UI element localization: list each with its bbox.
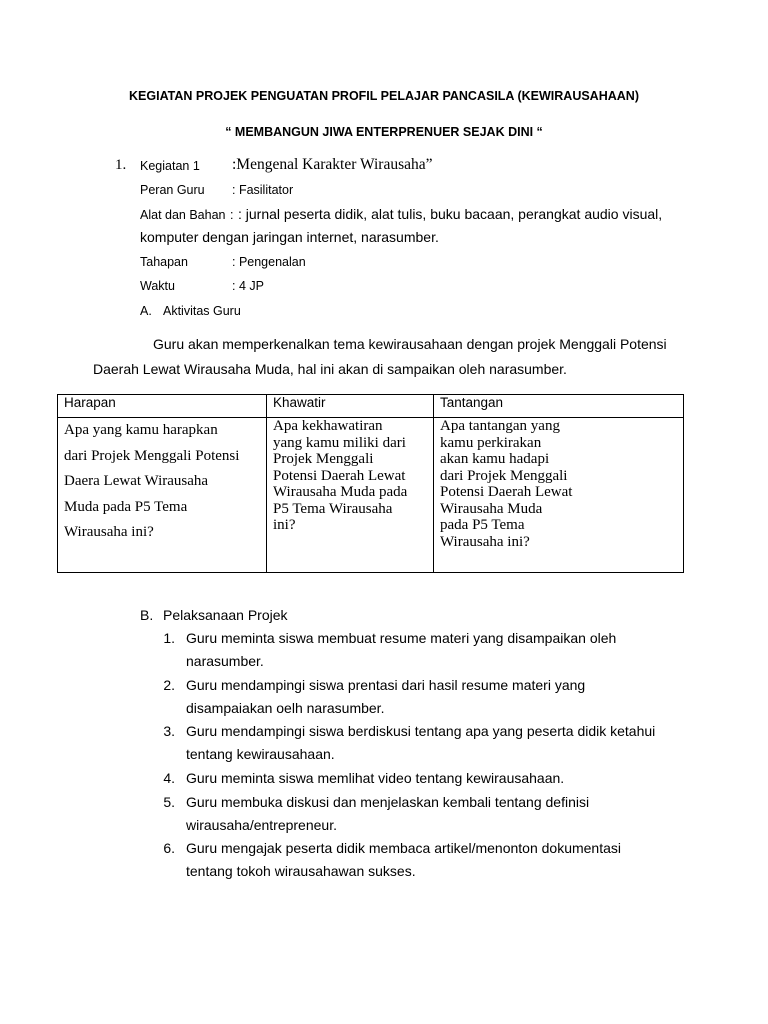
peran-value: : Fasilitator [232,183,294,197]
section-a-paragraph-line2: Daerah Lewat Wirausaha Muda, hal ini akan di sampaikan oleh narasumber. [93,361,567,377]
list-item-text-continued: wirausaha/entrepreneur. [186,817,337,833]
table-header-row [58,395,684,418]
alat-value-line2: komputer dengan jaringan internet, narasumber. [140,229,439,245]
section-a-paragraph-line1: Guru akan memperkenalkan tema kewirausahaan dengan projek Menggali Potensi [153,336,667,352]
list-item-text-continued: tentang kewirausahaan. [186,746,335,762]
list-item-number: 4. [163,770,175,786]
document-subtitle: “ MEMBANGUN JIWA ENTERPRENUER SEJAK DINI “ [225,125,543,139]
peran-label: Peran Guru [140,183,205,197]
section-a-heading: Aktivitas Guru [163,304,241,318]
waktu-label: Waktu [140,279,175,293]
tahapan-label: Tahapan [140,255,188,269]
table-cell-tantangan: Apa tantangan yang kamu perkirakan akan kamu hadapi dari Projek Menggali Potensi Daerah Lewat Wirausaha Muda pada P5 Tema Wirausaha ini? [434,418,684,573]
list-item-text: Guru meminta siswa membuat resume materi yang disampaikan oleh [186,630,617,646]
list-item-number: 6. [163,840,175,856]
table-cell-harapan: Apa yang kamu harapkan dari Projek Menggali Potensi Daera Lewat Wirausaha Muda pada P5 Tema Wirausaha ini? [58,418,267,573]
alat-colon: : [230,208,234,222]
list-item-text: Guru mengajak peserta didik membaca artikel/menonton dokumentasi [186,840,622,856]
tahapan-value: : Pengenalan [232,255,306,269]
list-item-number: 1. [163,630,175,646]
table-header-harapan: Harapan [58,395,267,418]
alat-label: Alat dan Bahan [140,208,226,222]
list-item-text-continued: disampaiakan oelh narasumber. [186,700,385,716]
harapan-khawatir-tantangan-table [57,394,684,573]
waktu-value: : 4 JP [232,279,264,293]
list-item-number: 5. [163,794,175,810]
table-header-tantangan: Tantangan [434,395,684,418]
list-item-text-continued: narasumber. [186,653,264,669]
table-cell-khawatir: Apa kekhawatiran yang kamu miliki dari Projek Menggali Potensi Daerah Lewat Wirausaha Muda pada P5 Tema Wirausaha ini? [267,418,434,573]
list-item-text-continued: tentang tokoh wirausahawan sukses. [186,863,416,879]
table-row [58,418,684,573]
list-item-number: 3. [163,723,175,739]
list-item-text: Guru membuka diskusi dan menjelaskan kembali tentang definisi [186,794,590,810]
document-title: KEGIATAN PROJEK PENGUATAN PROFIL PELAJAR PANCASILA (KEWIRAUSAHAAN) [129,89,639,103]
table-header-khawatir: Khawatir [267,395,434,418]
section-b-marker: B. [140,607,154,623]
list-item-text: Guru mendampingi siswa prentasi dari hasil resume materi yang [186,677,586,693]
kegiatan-number: 1. [115,157,127,173]
list-item-number: 2. [163,677,175,693]
alat-value-line1: : jurnal peserta didik, alat tulis, buku bacaan, perangkat audio visual, [238,206,663,222]
kegiatan-label: Kegiatan 1 [140,159,200,173]
list-item-text: Guru mendampingi siswa berdiskusi tentang apa yang peserta didik ketahui [186,723,656,739]
section-b-heading: Pelaksanaan Projek [163,607,288,623]
list-item-text: Guru meminta siswa memlihat video tentang kewirausahaan. [186,770,565,786]
section-a-marker: A. [140,304,152,318]
kegiatan-value: :Mengenal Karakter Wirausaha” [232,156,433,173]
